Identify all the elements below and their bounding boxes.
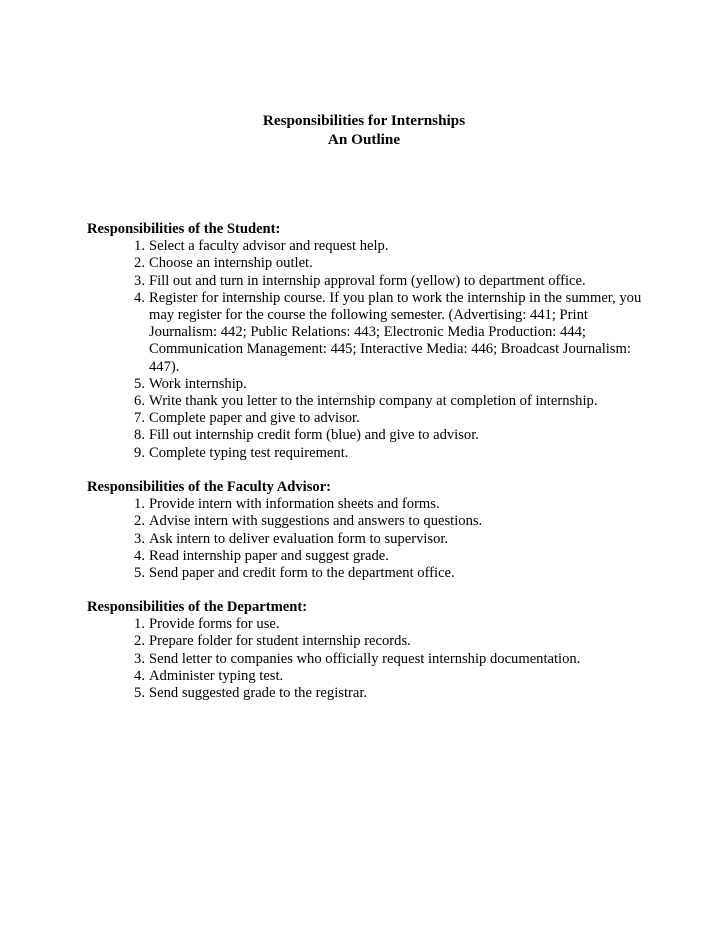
list-item-number: 5 . xyxy=(129,376,145,393)
section-heading-student: Responsibilities of the Student: xyxy=(87,221,281,237)
list-item xyxy=(87,633,657,650)
list-item-text: Complete typing test requirement. xyxy=(149,444,349,461)
department-list xyxy=(87,616,657,702)
list-item-text: Choose an internship outlet. xyxy=(149,255,313,272)
list-item-number: 1 . xyxy=(129,238,145,255)
list-item xyxy=(87,255,657,272)
list-item xyxy=(87,393,657,410)
list-item-text: Register for internship course. If you plan to work the internship in the summer, you may register for the course the following semester. (Advertising: 441; Print Journalism: 442; Public Relations: 443; Electronic Media Production: 444; Communication Management: 445; Interactive Media: 446; Broadcast Journalism: 447). xyxy=(149,289,642,375)
list-item xyxy=(87,427,657,444)
list-item-text: Provide forms for use. xyxy=(149,616,280,633)
list-item-number: 6 . xyxy=(129,393,145,410)
list-item-number: 9 . xyxy=(129,445,145,462)
list-item-text: Send letter to companies who officially request internship documentation. xyxy=(149,650,581,667)
list-item-number: 1 . xyxy=(129,496,145,513)
list-item-number: 8 . xyxy=(129,427,145,444)
section-heading-faculty-advisor: Responsibilities of the Faculty Advisor: xyxy=(87,479,332,495)
list-item xyxy=(87,410,657,427)
list-item-number: 4 . xyxy=(129,668,145,685)
list-item-number: 3 . xyxy=(129,531,145,548)
list-item-text: Ask intern to deliver evaluation form to supervisor. xyxy=(149,530,449,547)
list-item-text: Work internship. xyxy=(149,375,247,392)
list-item-number: 1 . xyxy=(129,616,145,633)
document-title-line2: An Outline xyxy=(327,130,401,148)
list-item-text: Advise intern with suggestions and answers to questions. xyxy=(149,513,483,530)
list-item-text: Read internship paper and suggest grade. xyxy=(149,547,389,564)
student-list xyxy=(87,238,657,462)
list-item-text: Send paper and credit form to the department office. xyxy=(149,565,455,582)
list-item-number: 2 . xyxy=(129,255,145,272)
list-item-text: Send suggested grade to the registrar. xyxy=(149,685,368,702)
list-item-number: 7 . xyxy=(129,410,145,427)
section-department xyxy=(87,599,657,702)
list-item-number: 4 . xyxy=(129,290,145,307)
list-item-text: Select a faculty advisor and request help. xyxy=(149,238,389,255)
list-item xyxy=(87,668,657,685)
document-title-line1: Responsibilities for Internships xyxy=(262,112,466,129)
list-item-text: Prepare folder for student internship records. xyxy=(149,633,411,650)
section-student xyxy=(87,221,657,462)
list-item xyxy=(87,565,657,582)
list-item-text: Administer typing test. xyxy=(149,667,284,684)
list-item xyxy=(87,616,657,633)
list-item xyxy=(87,651,657,668)
list-item-number: 2 . xyxy=(129,513,145,530)
advisor-list xyxy=(87,496,657,582)
list-item xyxy=(87,273,657,290)
list-item-number: 3 . xyxy=(129,273,145,290)
section-faculty-advisor xyxy=(87,479,657,582)
list-item xyxy=(87,513,657,530)
section-heading-department: Responsibilities of the Department: xyxy=(87,599,308,615)
list-item xyxy=(87,548,657,565)
list-item-number: 5 . xyxy=(129,685,145,702)
list-item-text: Fill out internship credit form (blue) and give to advisor. xyxy=(149,427,479,444)
list-item-text: Write thank you letter to the internship company at completion of internship. xyxy=(149,393,598,410)
list-item-text: Fill out and turn in internship approval form (yellow) to department office. xyxy=(149,272,586,289)
list-item xyxy=(87,496,657,513)
list-item-number: 3 . xyxy=(129,651,145,668)
list-item-number: 5 . xyxy=(129,565,145,582)
list-item xyxy=(87,376,657,393)
list-item-number: 4 . xyxy=(129,548,145,565)
list-item xyxy=(87,238,657,255)
list-item xyxy=(87,685,657,702)
list-item-text: Complete paper and give to advisor. xyxy=(149,410,360,427)
list-item xyxy=(87,445,657,462)
list-item xyxy=(87,290,657,376)
list-item-text: Provide intern with information sheets and forms. xyxy=(149,496,440,513)
list-item xyxy=(87,531,657,548)
list-item-number: 2 . xyxy=(129,633,145,650)
document-title xyxy=(0,112,728,149)
